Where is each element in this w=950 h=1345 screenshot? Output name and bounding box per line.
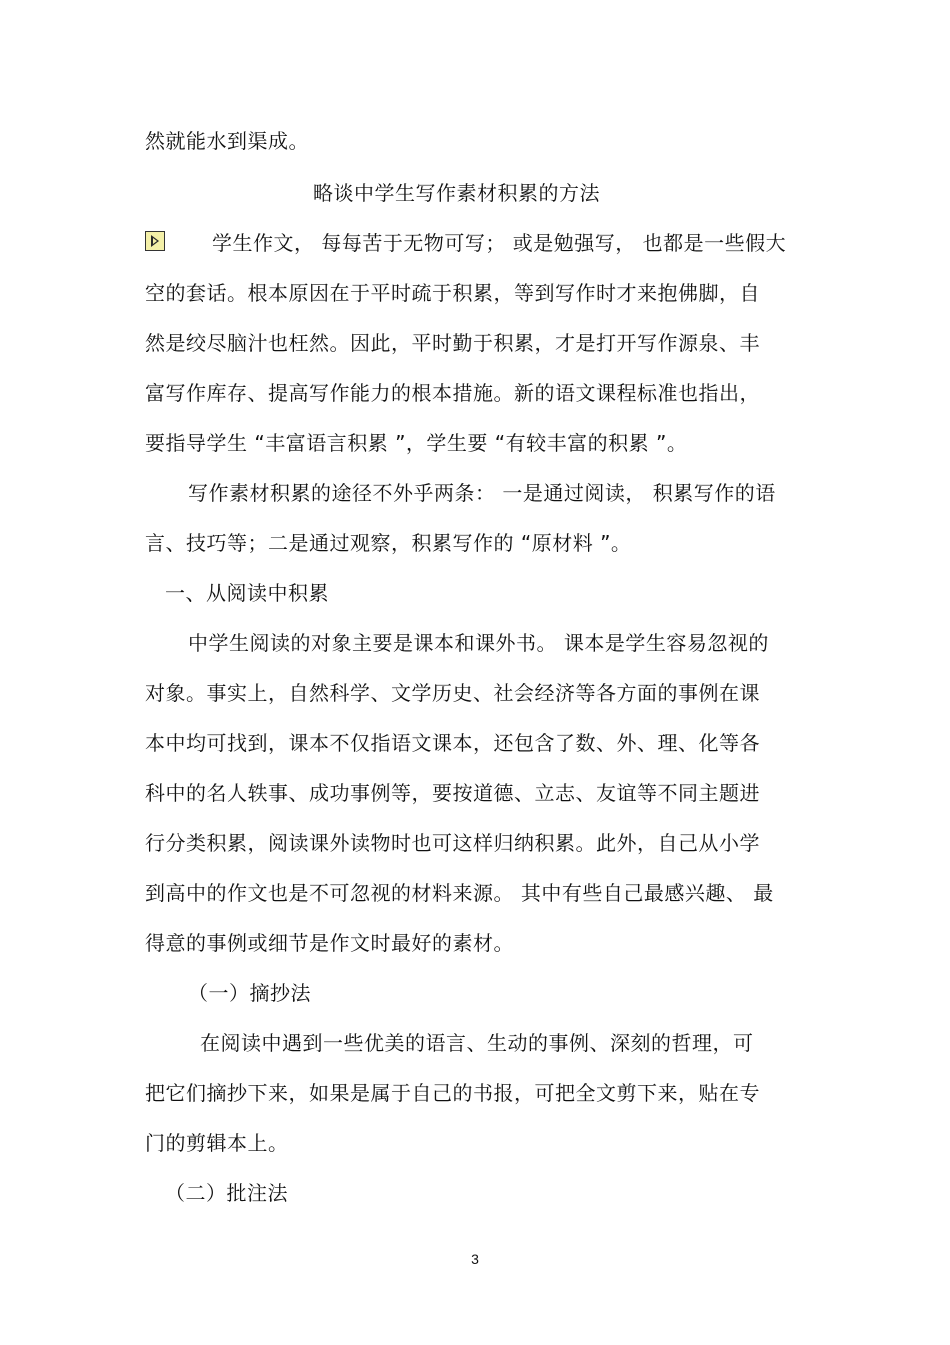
paragraph-line: 写作素材积累的途径不外乎两条： 一是通过阅读， 积累写作的语 bbox=[188, 481, 776, 505]
paragraph-line: 空的套话。根本原因在于平时疏于积累，等到写作时才来抱佛脚，自 bbox=[145, 281, 760, 305]
paragraph-line: 要指导学生 “丰富语言积累 ”，学生要 “有较丰富的积累 ”。 bbox=[145, 431, 688, 455]
paragraph-line: 言、技巧等；二是通过观察，积累写作的 “原材料 ”。 bbox=[145, 531, 632, 555]
page-number: 3 bbox=[471, 1251, 479, 1267]
paragraph-line: 富写作库存、提高写作能力的根本措施。新的语文课程标准也指出， bbox=[145, 381, 760, 405]
paragraph-line: 在阅读中遇到一些优美的语言、生动的事例、深刻的哲理，可 bbox=[200, 1031, 754, 1055]
paragraph-line: 到高中的作文也是不可忽视的材料来源。 其中有些自己最感兴趣、 最 bbox=[145, 881, 774, 905]
paragraph-line: 得意的事例或细节是作文时最好的素材。 bbox=[145, 931, 514, 955]
section-title: 略谈中学生写作素材积累的方法 bbox=[313, 181, 600, 205]
paragraph-line: 学生作文， 每每苦于无物可写； 或是勉强写， 也都是一些假大 bbox=[212, 231, 787, 255]
heading-level-1: 一、从阅读中积累 bbox=[165, 581, 329, 605]
paragraph-line: 中学生阅读的对象主要是课本和课外书。 课本是学生容易忽视的 bbox=[188, 631, 769, 655]
paragraph-line: 把它们摘抄下来，如果是属于自己的书报，可把全文剪下来，贴在专 bbox=[145, 1081, 760, 1105]
paragraph-line: 然就能水到渠成。 bbox=[145, 129, 309, 153]
paragraph-line: 本中均可找到，课本不仅指语文课本，还包含了数、外、理、化等各 bbox=[145, 731, 760, 755]
heading-level-2: （一）摘抄法 bbox=[188, 981, 311, 1005]
embedded-object-icon bbox=[145, 231, 165, 251]
heading-level-2: （二）批注法 bbox=[165, 1181, 288, 1205]
paragraph-line: 门的剪辑本上。 bbox=[145, 1131, 289, 1155]
paragraph-line: 对象。事实上，自然科学、文学历史、社会经济等各方面的事例在课 bbox=[145, 681, 760, 705]
paragraph-line: 科中的名人轶事、成功事例等，要按道德、立志、友谊等不同主题进 bbox=[145, 781, 760, 805]
paragraph-line: 行分类积累，阅读课外读物时也可这样归纳积累。此外，自己从小学 bbox=[145, 831, 760, 855]
paragraph-line: 然是绞尽脑汁也枉然。因此，平时勤于积累，才是打开写作源泉、丰 bbox=[145, 331, 760, 355]
